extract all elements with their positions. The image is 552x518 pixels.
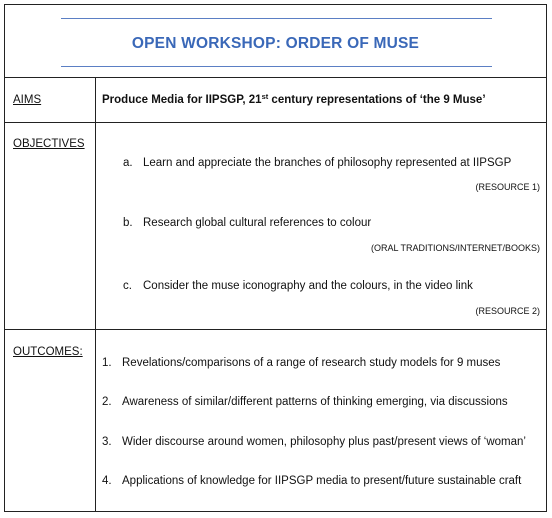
- objectives-row: [5, 123, 546, 330]
- outcome-marker: 3.: [102, 436, 112, 448]
- objective-item-b: [123, 217, 371, 229]
- outcome-text: Applications of knowledge for IIPSGP media to present/future sustainable craft: [122, 475, 522, 487]
- outcome-text: Awareness of similar/different patterns of thinking emerging, via discussions: [122, 396, 508, 408]
- outcome-item-1: [102, 357, 500, 369]
- outcome-marker: 4.: [102, 475, 112, 487]
- outcome-text: Revelations/comparisons of a range of research study models for 9 muses: [122, 357, 501, 369]
- workshop-document: [4, 4, 547, 512]
- title-block: [5, 5, 546, 78]
- outcomes-label-cell: [5, 330, 96, 511]
- page-title: OPEN WORKSHOP: ORDER OF MUSE: [131, 35, 420, 52]
- objectives-label: OBJECTIVES: [13, 138, 85, 150]
- outcome-text: Wider discourse around women, philosophy plus past/present views of ‘woman’: [122, 436, 526, 448]
- outcome-item-2: [102, 396, 508, 408]
- outcome-marker: 2.: [102, 396, 112, 408]
- objective-item-a: [123, 157, 511, 169]
- aims-text-main: Produce Media for IIPSGP, 21: [102, 94, 262, 106]
- outcome-item-3: [102, 436, 526, 448]
- objective-resource-c: (RESOURCE 2): [475, 306, 540, 316]
- objective-item-c: [123, 280, 473, 292]
- aims-text: [102, 94, 486, 106]
- objective-resource-a: (RESOURCE 1): [475, 182, 540, 192]
- aims-label: AIMS: [13, 94, 42, 106]
- objective-resource-b: (ORAL TRADITIONS/INTERNET/BOOKS): [370, 243, 540, 253]
- aims-text-rest: century representations of ‘the 9 Muse’: [268, 94, 486, 106]
- outcome-item-4: [102, 475, 521, 487]
- objective-text: Research global cultural references to colour: [143, 217, 372, 229]
- objectives-label-cell: [5, 123, 96, 329]
- aims-row: [5, 77, 546, 123]
- title-rule-bottom: [61, 66, 492, 67]
- objective-text: Consider the muse iconography and the colours, in the video link: [143, 280, 473, 292]
- objective-marker: b.: [123, 217, 133, 229]
- objective-marker: c.: [123, 280, 132, 292]
- aims-text-superscript: st: [261, 92, 269, 101]
- aims-label-cell: [5, 77, 96, 122]
- outcomes-row: [5, 330, 546, 511]
- title-rule-top: [61, 18, 492, 19]
- outcome-marker: 1.: [102, 357, 112, 369]
- objective-marker: a.: [123, 157, 133, 169]
- outcomes-label: OUTCOMES:: [13, 346, 83, 358]
- objective-text: Learn and appreciate the branches of philosophy represented at IIPSGP: [143, 157, 512, 169]
